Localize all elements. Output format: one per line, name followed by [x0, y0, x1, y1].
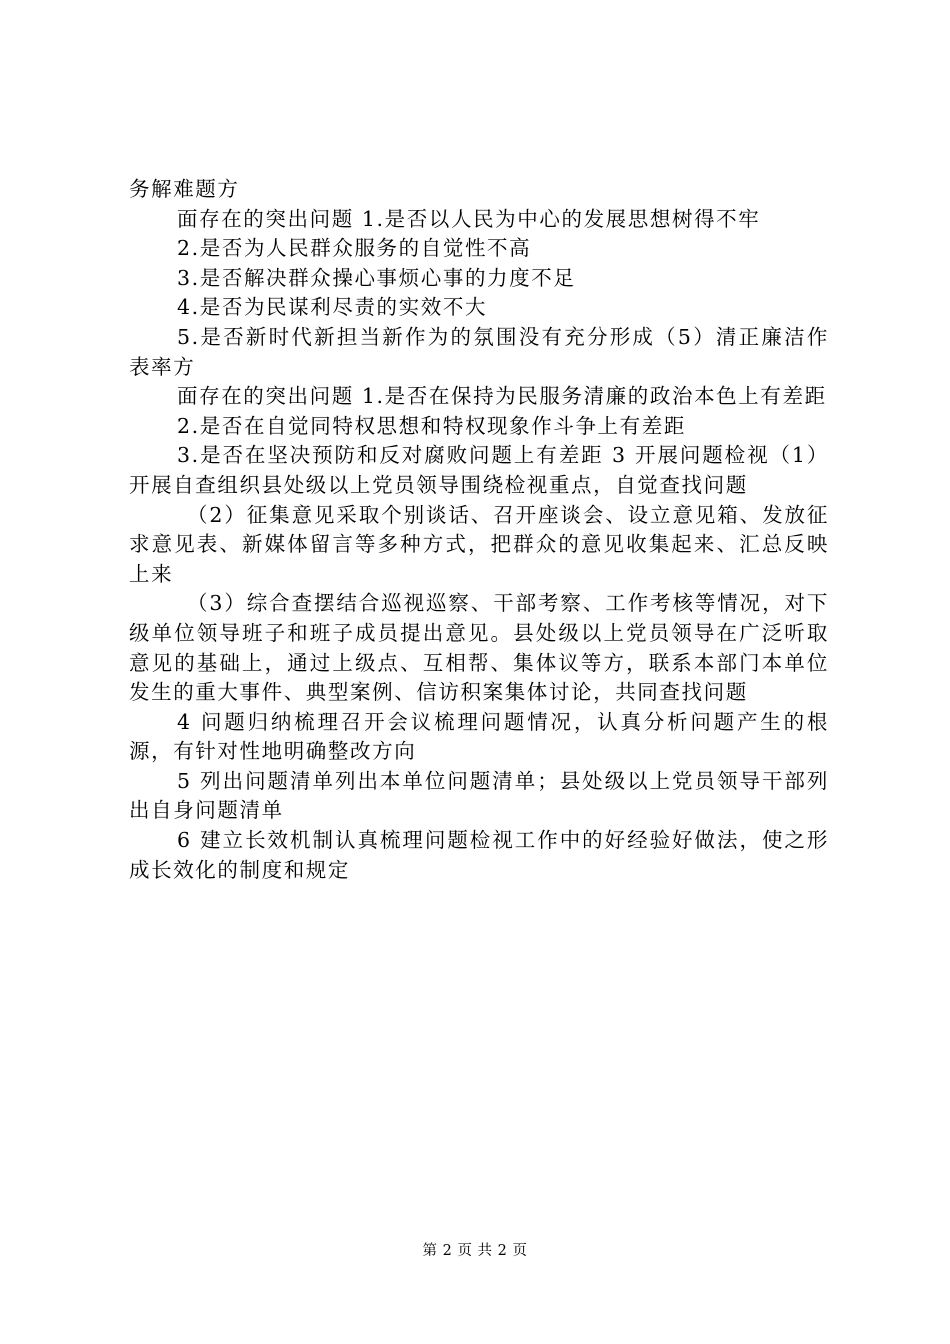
- paragraph-4: 3.是否解决群众操心事烦心事的力度不足: [177, 265, 576, 290]
- paragraph-7: 面存在的突出问题 1.是否在保持为民服务清廉的政治本色上有差距: [177, 384, 827, 409]
- paragraph-8: 2.是否在自觉同特权思想和特权现象作斗争上有差距: [177, 413, 686, 438]
- paragraph-2: 面存在的突出问题 1.是否以人民为中心的发展思想树得不牢: [177, 206, 761, 231]
- paragraph-1: 务解难题方: [129, 177, 240, 201]
- paragraph-10: （2）征集意见采取个别谈话、召开座谈会、设立意见箱、发放征求意见表、新媒体留言等多种方式，把群众的意见收集起来、汇总反映上来: [129, 502, 829, 586]
- paragraph-14: 6 建立长效机制认真梳理问题检视工作中的好经验好做法，使之形成长效化的制度和规定: [129, 828, 829, 882]
- paragraph-3: 2.是否为人民群众服务的自觉性不高: [177, 236, 532, 261]
- paragraph-12: 4 问题归纳梳理召开会议梳理问题情况，认真分析问题产生的根源，有针对性地明确整改方向: [129, 709, 829, 764]
- paragraph-13: 5 列出问题清单列出本单位问题清单；县处级以上党员领导干部列出自身问题清单: [129, 768, 829, 823]
- paragraph-11: （3）综合查摆结合巡视巡察、干部考察、工作考核等情况，对下级单位领导班子和班子成员提出意见。县处级以上党员领导在广泛听取意见的基础上，通过上级点、互相帮、集体议等方，联系本部门本单位发生的重大事件、典型案例、信访积案集体讨论，共同查找问题: [129, 591, 829, 705]
- document-body: [129, 175, 829, 885]
- paragraph-5: 4.是否为民谋利尽责的实效不大: [177, 295, 488, 320]
- page-footer: 第 2 页 共 2 页: [422, 1243, 528, 1259]
- paragraph-6: 5.是否新时代新担当新作为的氛围没有充分形成（5）清正廉洁作表率方: [129, 324, 829, 379]
- paragraph-9: 3.是否在坚决预防和反对腐败问题上有差距 3 开展问题检视（1）开展自查组织县处级以上党员领导围绕检视重点，自觉查找问题: [129, 443, 829, 497]
